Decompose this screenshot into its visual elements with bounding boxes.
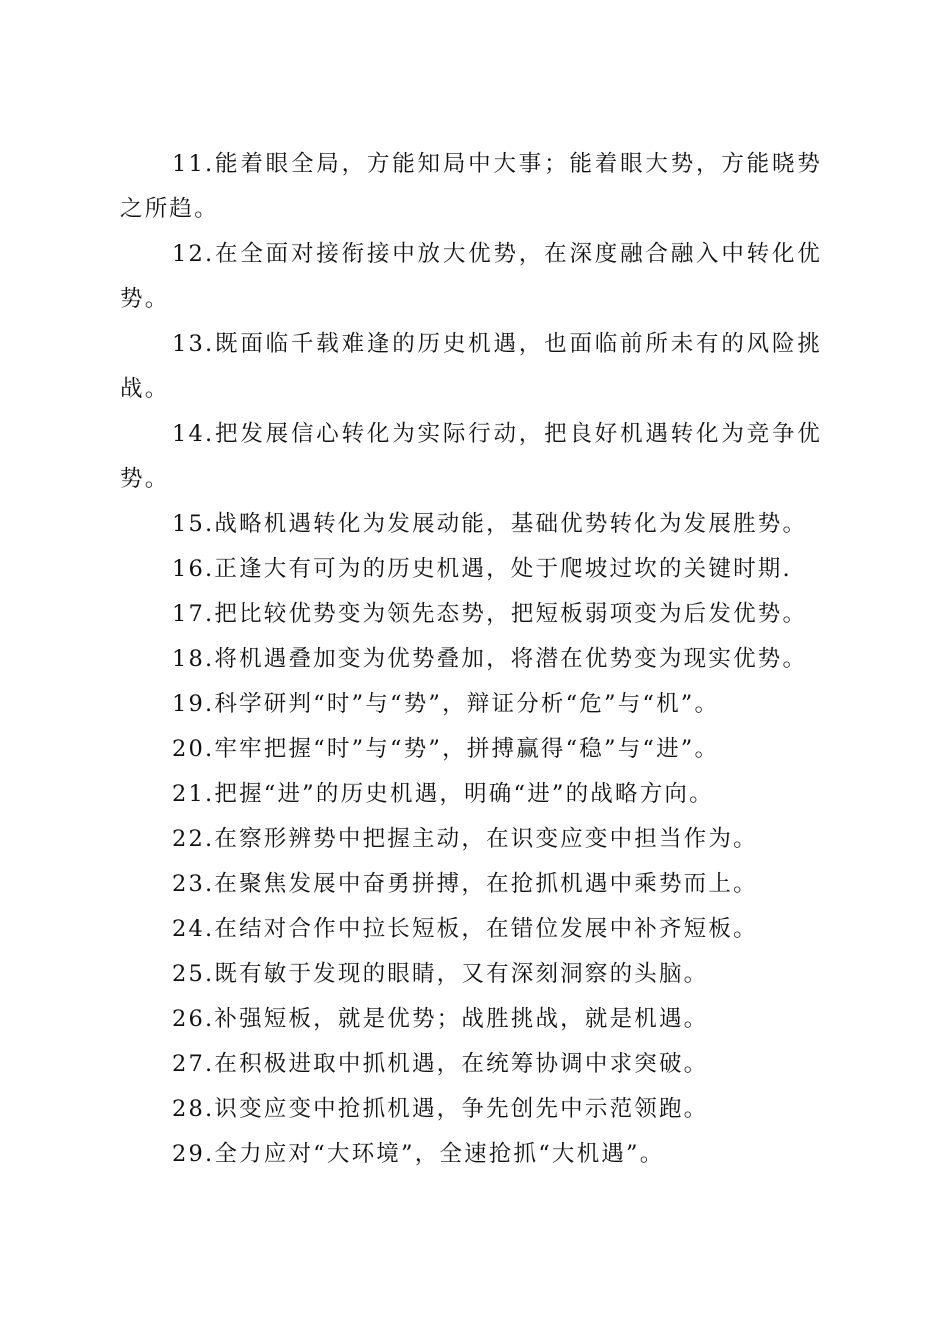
paragraph-19: 19.科学研判“时”与“势”，辩证分析“危”与“机”。	[172, 691, 720, 717]
document-body	[120, 142, 822, 1177]
paragraph-28: 28.识变应变中抢抓机遇，争先创先中示范领跑。	[172, 1096, 709, 1122]
paragraph-24: 24.在结对合作中拉长短板，在错位发展中补齐短板。	[172, 916, 758, 942]
paragraph-21: 21.把握“进”的历史机遇，明确“进”的战略方向。	[172, 781, 714, 807]
paragraph-29: 29.全力应对“大环境”，全速抢抓“大机遇”。	[172, 1141, 665, 1167]
paragraph-26: 26.补强短板，就是优势；战胜挑战，就是机遇。	[172, 1006, 709, 1032]
paragraph-16: 16.正逢大有可为的历史机遇，处于爬坡过坎的关键时期.	[172, 556, 792, 582]
paragraph-27: 27.在积极进取中抓机遇，在统筹协调中求突破。	[172, 1051, 709, 1077]
paragraph-14: 14.把发展信心转化为实际行动，把良好机遇转化为竞争优势。	[120, 421, 822, 492]
paragraph-25: 25.既有敏于发现的眼睛，又有深刻洞察的头脑。	[172, 961, 709, 987]
paragraph-13: 13.既面临千载难逢的历史机遇，也面临前所未有的风险挑战。	[120, 331, 822, 402]
paragraph-23: 23.在聚焦发展中奋勇拼搏，在抢抓机遇中乘势而上。	[172, 871, 758, 897]
paragraph-17: 17.把比较优势变为领先态势，把短板弱项变为后发优势。	[172, 601, 808, 627]
paragraph-12: 12.在全面对接衔接中放大优势，在深度融合融入中转化优势。	[120, 241, 822, 312]
paragraph-11: 11.能着眼全局，方能知局中大事；能着眼大势，方能晓势之所趋。	[120, 151, 822, 222]
paragraph-18: 18.将机遇叠加变为优势叠加，将潜在优势变为现实优势。	[172, 646, 808, 672]
paragraph-15: 15.战略机遇转化为发展动能，基础优势转化为发展胜势。	[172, 511, 808, 537]
paragraph-20: 20.牢牢把握“时”与“势”，拼搏赢得“稳”与“进”。	[172, 736, 720, 762]
paragraph-22: 22.在察形辨势中把握主动，在识变应变中担当作为。	[172, 826, 758, 852]
